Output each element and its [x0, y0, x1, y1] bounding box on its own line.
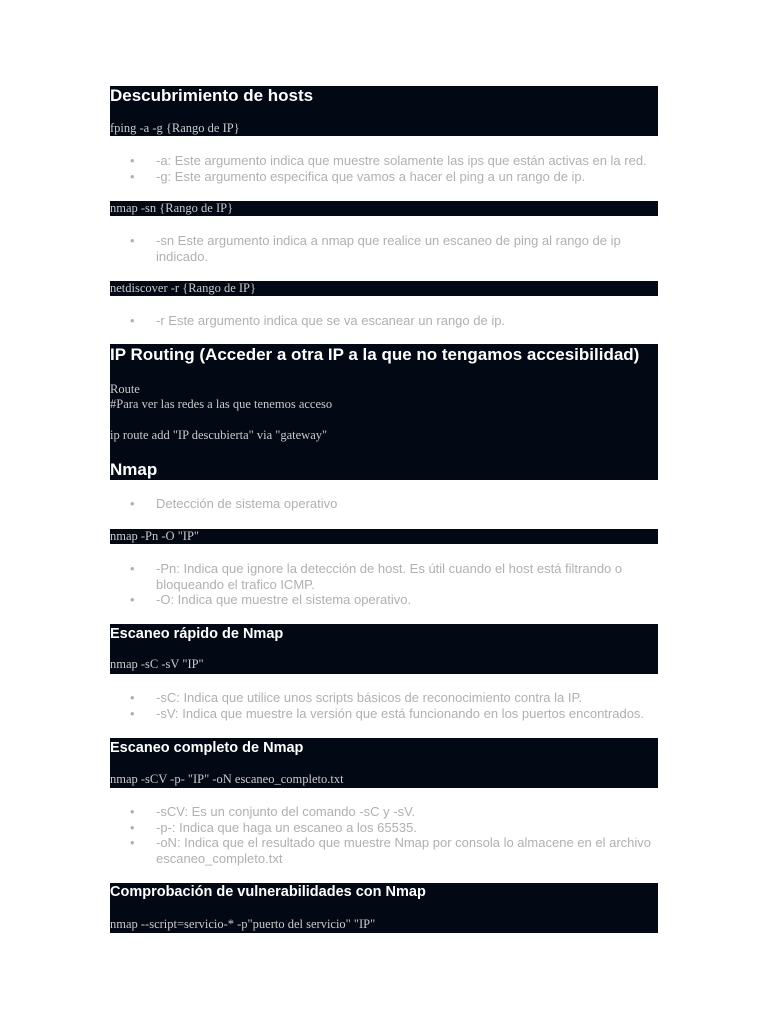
- vuln-scan-command: nmap --script=servicio-* -p"puerto del servicio" "IP": [110, 917, 376, 931]
- quick-scan-title: Escaneo rápido de Nmap: [110, 626, 284, 642]
- list-item: • -sC: Indica que utilice unos scripts básicos de reconocimiento contra la IP.: [130, 690, 658, 706]
- nmap-os-list: [130, 496, 658, 512]
- quick-scan-arguments-list: [130, 690, 658, 721]
- full-scan-command: nmap -sCV -p- "IP" -oN escaneo_completo.txt: [110, 772, 344, 786]
- full-scan-title: Escaneo completo de Nmap: [110, 740, 304, 756]
- routing-title: IP Routing (Acceder a otra IP a la que no tengamos accesibilidad): [110, 345, 640, 364]
- fping-command: fping -a -g {Rango de IP}: [110, 121, 240, 135]
- nmap-os-command: nmap -Pn -O "IP": [110, 529, 200, 543]
- list-item: • -sn Este argumento indica a nmap que realice un escaneo de ping al rango de ip indicado.: [130, 233, 658, 264]
- nmap-title: Nmap: [110, 460, 158, 479]
- list-item: • -p-: Indica que haga un escaneo a los 65535.: [130, 820, 658, 836]
- vuln-scan-title: Comprobación de vulnerabilidades con Nmap: [110, 884, 426, 900]
- list-item: • -g: Este argumento especifica que vamos a hacer el ping a un rango de ip.: [130, 169, 658, 185]
- routing-ip-route-command: ip route add "IP descubierta" via "gateway": [110, 428, 328, 442]
- nmap-sn-arguments-list: [130, 233, 658, 264]
- quick-scan-command: nmap -sC -sV "IP": [110, 657, 204, 671]
- routing-comment-line: #Para ver las redes a las que tenemos acceso: [110, 397, 333, 411]
- netdiscover-arguments-list: [130, 313, 658, 329]
- list-item: • -r Este argumento indica que se va escanear un rango de ip.: [130, 313, 658, 329]
- nmap-os-arguments-list: [130, 561, 658, 608]
- discovery-title: Descubrimiento de hosts: [110, 86, 314, 105]
- fping-arguments-list: [130, 153, 658, 184]
- list-item: • -oN: Indica que el resultado que muestre Nmap por consola lo almacene en el archivo escaneo_completo.txt: [130, 835, 658, 866]
- list-item: • -sCV: Es un conjunto del comando -sC y -sV.: [130, 804, 658, 820]
- routing-route-line: Route: [110, 382, 140, 396]
- list-item: • Detección de sistema operativo: [130, 496, 658, 512]
- nmap-sn-command: nmap -sn {Rango de IP}: [110, 201, 234, 215]
- list-item: • -O: Indica que muestre el sistema operativo.: [130, 592, 658, 608]
- list-item: • -Pn: Indica que ignore la detección de host. Es útil cuando el host está filtrando o bloqueando el trafico ICMP.: [130, 561, 658, 592]
- netdiscover-command: netdiscover -r {Rango de IP}: [110, 281, 256, 295]
- list-item: • -sV: Indica que muestre la versión que está funcionando en los puertos encontrados.: [130, 706, 658, 722]
- full-scan-arguments-list: [130, 804, 658, 866]
- list-item: • -a: Este argumento indica que muestre solamente las ips que están activas en la red.: [130, 153, 658, 169]
